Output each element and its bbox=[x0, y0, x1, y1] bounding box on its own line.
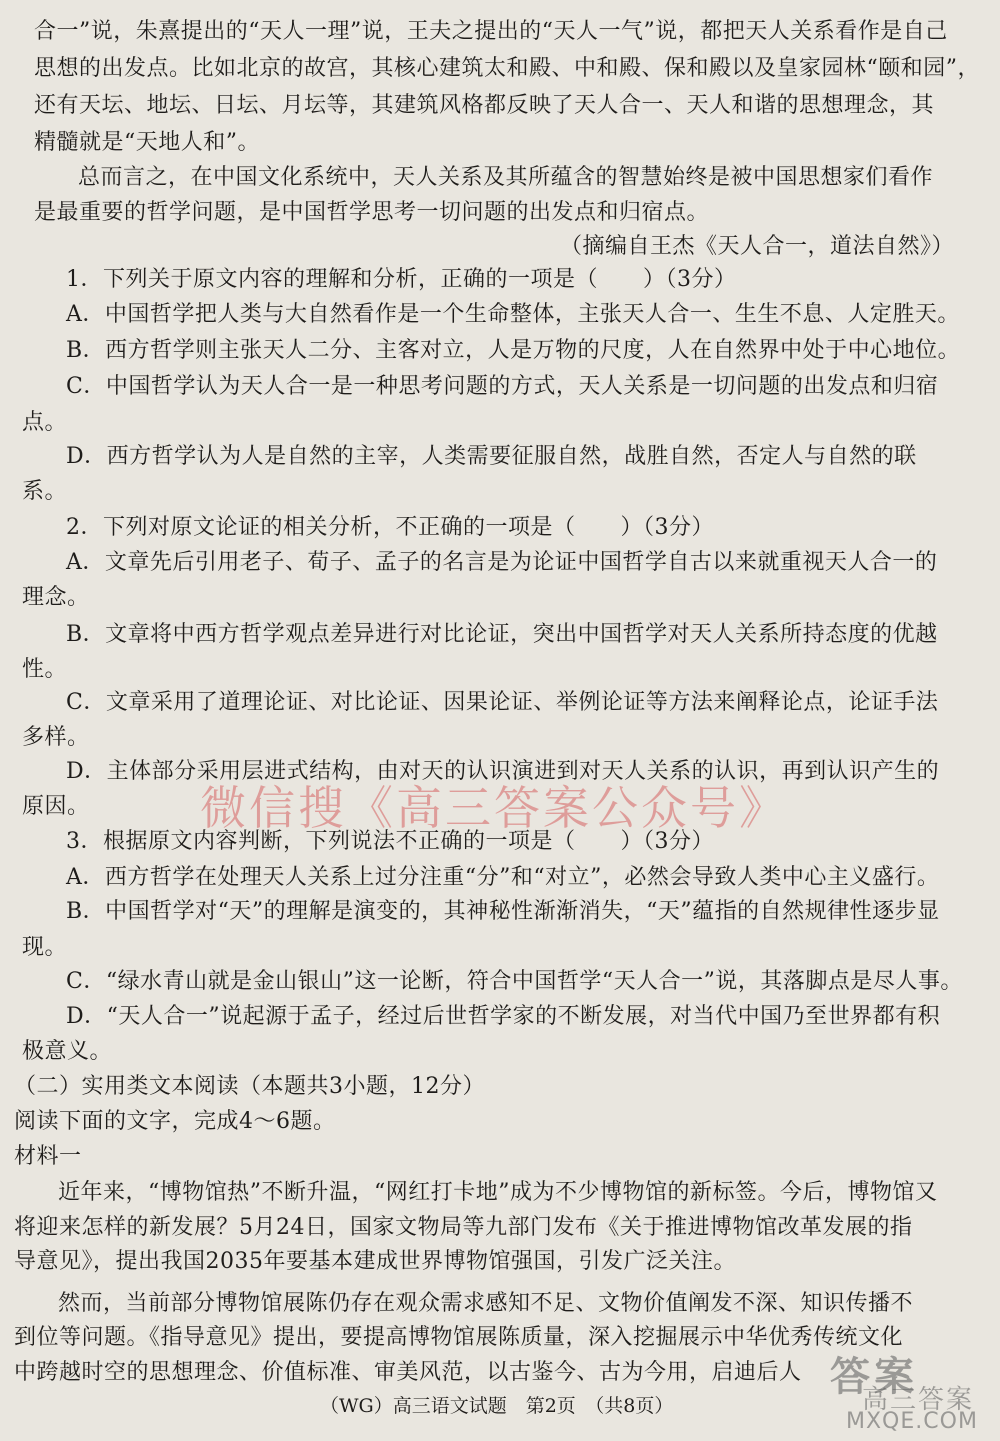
question-3-stem: 3．根据原文内容判断，下列说法不正确的一项是（ ）（3分） bbox=[66, 829, 714, 854]
question-1-option-d-cont: 系。 bbox=[22, 479, 68, 504]
question-3-option-b: B．中国哲学对“天”的理解是演变的，其神秘性渐渐消失，“天”蕴指的自然规律性逐步显 bbox=[66, 899, 940, 924]
question-3-option-b-cont: 现。 bbox=[22, 935, 68, 960]
material-paragraph-line: 近年来，“博物馆热”不断升温，“网红打卡地”成为不少博物馆的新标签。今后，博物馆又 bbox=[58, 1180, 938, 1205]
page-footer: （WG）高三语文试题 第2页 （共8页） bbox=[320, 1395, 674, 1417]
question-3-option-a: A．西方哲学在处理天人关系上过分注重“分”和“对立”，必然会导致人类中心主义盛行。 bbox=[66, 865, 940, 890]
question-2-option-d-cont: 原因。 bbox=[22, 794, 90, 819]
question-2-option-a: A．文章先后引用老子、荀子、孟子的名言是为论证中国哲学自古以来就重视天人合一的 bbox=[66, 550, 938, 575]
source-citation: （摘编自王杰《天人合一，道法自然》） bbox=[560, 234, 955, 259]
question-1-option-d: D．西方哲学认为人是自然的主宰，人类需要征服自然，战胜自然，否定人与自然的联 bbox=[66, 444, 917, 469]
site-logo-stamp bbox=[820, 1345, 990, 1435]
passage-line: 合一”说，朱熹提出的“天人一理”说，王夫之提出的“天人一气”说，都把天人关系看作是自己 bbox=[34, 19, 948, 44]
question-2-option-b: B．文章将中西方哲学观点差异进行对比论证，突出中国哲学对天人关系所持态度的优越 bbox=[66, 622, 938, 647]
question-2-stem: 2．下列对原文论证的相关分析，不正确的一项是（ ）（3分） bbox=[66, 515, 714, 540]
question-2-option-d: D．主体部分采用层进式结构，由对天的认识演进到对天人关系的认识，再到认识产生的 bbox=[66, 759, 940, 784]
watermark-text: 微信搜《高三答案公众号》 bbox=[200, 781, 788, 835]
stamp-line: 答案 bbox=[830, 1354, 918, 1400]
material-paragraph-line: 然而，当前部分博物馆展陈仍存在观众需求感知不足、文物价值阐发不深、知识传播不 bbox=[58, 1291, 914, 1316]
question-3-option-d: D．“天人合一”说起源于孟子，经过后世哲学家的不断发展，对当代中国乃至世界都有积 bbox=[66, 1004, 941, 1029]
question-2-option-a-cont: 理念。 bbox=[22, 585, 90, 610]
material-paragraph-line: 导意见》，提出我国2035年要基本建成世界博物馆强国，引发广泛关注。 bbox=[14, 1249, 736, 1274]
question-3-option-c: C．“绿水青山就是金山银山”这一论断，符合中国哲学“天人合一”说，其落脚点是尽人事。 bbox=[66, 969, 963, 994]
question-2-option-c-cont: 多样。 bbox=[22, 725, 90, 750]
question-1-option-c-cont: 点。 bbox=[22, 410, 68, 435]
question-1-stem: 1．下列关于原文内容的理解和分析，正确的一项是（ ）（3分） bbox=[66, 267, 737, 292]
material-paragraph-line: 中跨越时空的思想理念、价值标准、审美风范，以古鉴今、古为今用，启迪后人 bbox=[14, 1360, 802, 1385]
stamp-line: MXQE.COM bbox=[846, 1409, 978, 1434]
material-paragraph-line: 到位等问题。《指导意见》提出，要提高博物馆展陈质量，深入挖掘展示中华优秀传统文化 bbox=[14, 1325, 904, 1350]
question-2-option-c: C．文章采用了道理论证、对比论证、因果论证、举例论证等方法来阐释论点，论证手法 bbox=[66, 690, 939, 715]
material-label: 材料一 bbox=[14, 1144, 82, 1169]
question-1-option-b: B．西方哲学则主张天人二分、主客对立，人是万物的尺度，人在自然界中处于中心地位。 bbox=[66, 338, 961, 363]
question-2-option-b-cont: 性。 bbox=[22, 657, 68, 682]
material-paragraph-line: 将迎来怎样的新发展？5月24日，国家文物局等九部门发布《关于推进博物馆改革发展的指 bbox=[14, 1215, 913, 1240]
question-3-option-d-cont: 极意义。 bbox=[22, 1039, 113, 1064]
passage-line: 是最重要的哲学问题，是中国哲学思考一切问题的出发点和归宿点。 bbox=[34, 200, 710, 225]
passage-line: 精髓就是“天地人和”。 bbox=[34, 130, 260, 155]
passage-line: 总而言之，在中国文化系统中，天人关系及其所蕴含的智慧始终是被中国思想家们看作 bbox=[78, 165, 934, 190]
section-heading: （二）实用类文本阅读（本题共3小题，12分） bbox=[14, 1074, 485, 1099]
question-1-option-c: C．中国哲学认为天人合一是一种思考问题的方式，天人关系是一切问题的出发点和归宿 bbox=[66, 374, 939, 399]
question-1-option-a: A．中国哲学把人类与大自然看作是一个生命整体，主张天人合一、生生不息、人定胜天。 bbox=[66, 302, 960, 327]
stamp-line: 高三答案 bbox=[862, 1385, 975, 1415]
passage-line: 思想的出发点。比如北京的故宫，其核心建筑太和殿、中和殿、保和殿以及皇家园林“颐和园”， bbox=[34, 56, 980, 81]
section-instruction: 阅读下面的文字，完成4～6题。 bbox=[14, 1109, 336, 1134]
passage-line: 还有天坛、地坛、日坛、月坛等，其建筑风格都反映了天人合一、天人和谐的思想理念，其 bbox=[34, 93, 935, 118]
